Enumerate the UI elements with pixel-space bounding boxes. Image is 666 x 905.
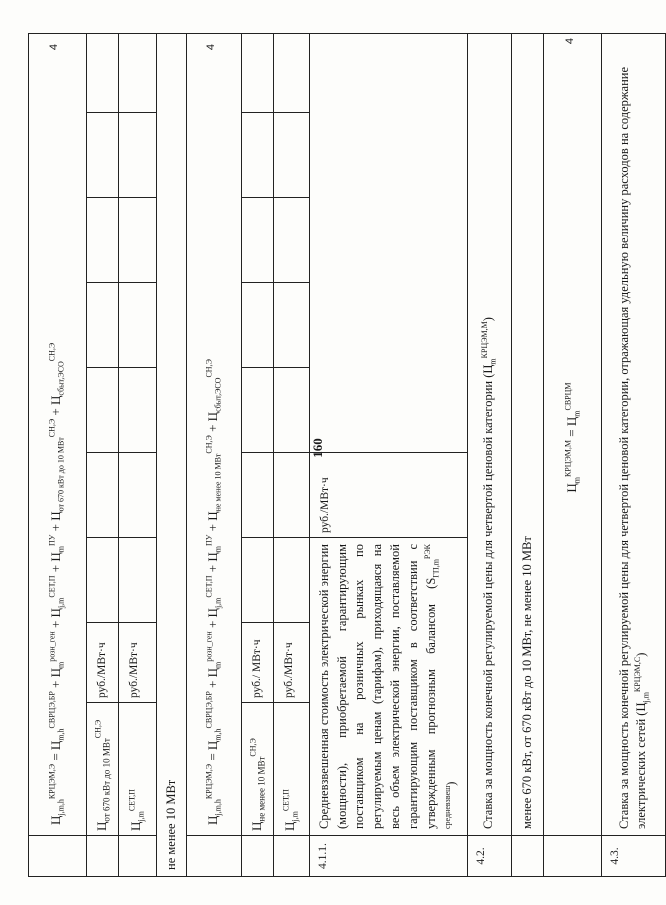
row-text: Ставка за мощность конечной регулируемой цены для четвертой ценовой категории $(Ц_m^{КРЦЭМ,М})$ [468,34,512,836]
value-cell [119,453,157,538]
cell-empty [186,836,241,877]
value-cell [273,113,309,198]
variable-row-1 [87,34,119,877]
cell-empty [512,836,544,877]
value-cell [241,368,273,453]
formula-3-note: 4 [563,38,576,45]
row-4-1-1 [309,34,467,877]
variable-3: $Ц_{не менее 10 МВт}^{СН,Э}$ [241,703,273,836]
unit-1: руб./МВт·ч [87,623,119,703]
section-label: не менее 10 МВт [157,34,187,877]
cell-empty [119,836,157,877]
rotated-table-container [28,34,651,877]
capacity-range-row [512,34,544,877]
variable-2: $Ц_{j,m}^{СЕТ,П}$ [119,703,157,836]
formula-1-text: $Ц_{j,m,h}^{КРЦЭМ,Э} = Ц_{m,h}^{СВРЦЭ,БР} + Ц_m^{розн\_ген} + Ц_{j,m}^{СЕТ,П} + Ц_m^{ПУ} + Ц_{от 670 кВт до 10 МВт}^{СН,Э} + Ц_{сбыт,ЭСО}^{СН,Э}$ [47,342,66,825]
formula-2-text: $Ц_{j,m,h}^{КРЦЭМ,Э} = Ц_{m,h}^{СВРЦЭ,БР} + Ц_m^{розн\_ген} + Ц_{j,m}^{СЕТ,П} + Ц_m^{ПУ} + Ц_{не менее 10 МВт}^{СН,Э} + Ц_{сбыт,ЭСО}^{СН,Э}$ [204,359,223,825]
variable-row-4 [273,34,309,877]
value-cell [87,453,119,538]
value-cell [273,538,309,623]
row-description: Средневзвешенная стоимость электрической энергии (мощности), приобретаемой гарантирующим поставщиком на розничных рынках по регулируемым ценам (тарифам), приходящаяся на весь объем электрической энергии, поставляемой гарантирующим поставщиком в соответствии с утвержденным прогнозным балансом $(S_{ГП,m}^{РЭК средневзвеш})$ [309,538,467,836]
unit-3: руб./ МВт·ч [241,623,273,703]
formula-row-1 [29,34,87,877]
value-cell [241,34,273,113]
row-text: Ставка за мощность конечной регулируемой цены для четвертой ценовой категории, отражающая удельную величину расходов на содержание электрических сетей $(Ц_{j,m}^{КРЦЭМ,С})$ [602,34,666,836]
value-cell [273,368,309,453]
value-cell [119,113,157,198]
row-4-2 [468,34,512,877]
value-cell [87,113,119,198]
formula-1-note: 4 [48,44,61,51]
row-number: 4.2. [468,836,512,877]
row-unit: руб./МВт·ч [309,453,467,538]
row-4-3 [602,34,666,877]
formula-1 [29,34,87,836]
value-cell [273,283,309,368]
value-cell [273,453,309,538]
formula-row-3 [544,34,602,877]
variable-row-2 [119,34,157,877]
value-cell [309,34,467,453]
section-row [157,34,187,877]
cell-empty [241,836,273,877]
capacity-range-label: менее 670 кВт, от 670 кВт до 10 МВт, не менее 10 МВт [512,34,544,836]
unit-2: руб./МВт·ч [119,623,157,703]
tariff-table [28,33,666,877]
formula-3 [544,34,602,836]
value-cell [241,538,273,623]
value-cell [87,538,119,623]
value-cell [241,453,273,538]
formula-2 [186,34,241,836]
value-cell [119,283,157,368]
cell-empty [544,836,602,877]
row-number: 4.3. [602,836,666,877]
unit-4: руб./МВт·ч [273,623,309,703]
row-number: 4.1.1. [309,836,467,877]
formula-3-text: $Ц_m^{КРЦЭМ,М} = Ц_m^{СВРЦМ}$ [563,382,582,493]
value-cell [119,538,157,623]
value-cell [241,198,273,283]
value-cell [87,368,119,453]
value-cell [119,368,157,453]
variable-1: $Ц_{от 670 кВт до 10 МВт}^{СН,Э}$ [87,703,119,836]
value-cell [119,34,157,113]
value-cell [87,198,119,283]
value-cell [241,283,273,368]
variable-row-3 [241,34,273,877]
formula-row-2 [186,34,241,877]
value-cell [273,198,309,283]
cell-empty [29,836,87,877]
value-cell [241,113,273,198]
page-number: 160 [310,438,325,458]
variable-4: $Ц_{j,m}^{СЕТ,П}$ [273,703,309,836]
value-cell [273,34,309,113]
value-cell [119,198,157,283]
cell-empty [87,836,119,877]
formula-2-note: 4 [204,44,217,51]
value-cell [87,34,119,113]
value-cell [87,283,119,368]
cell-empty [273,836,309,877]
